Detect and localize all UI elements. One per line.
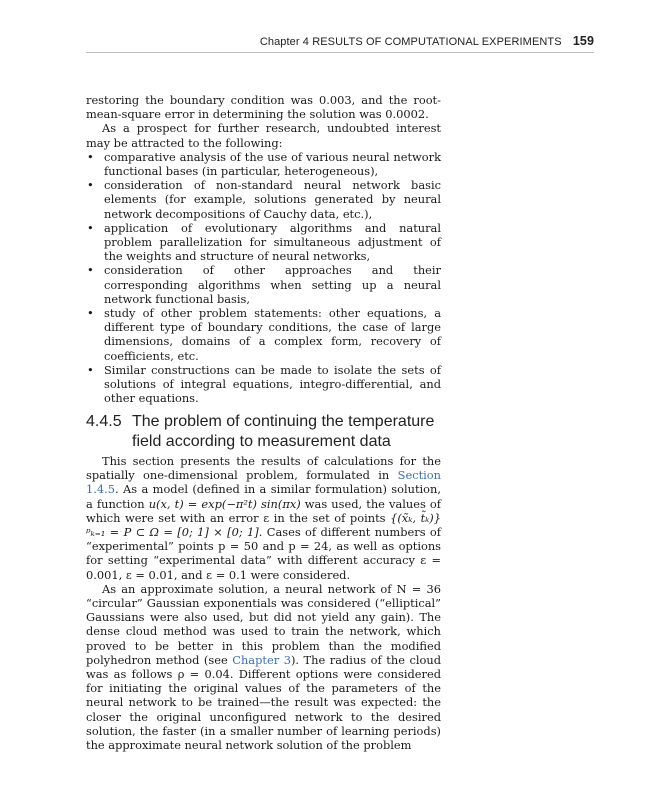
paragraph-2 [86, 582, 441, 752]
research-prospects-list [86, 150, 441, 406]
section-number: 4.4.5 [86, 413, 122, 430]
chapter-label: Chapter 4 [259, 36, 310, 48]
list-item: • application of evolutionary algorithms and natural problem parallelization for simultaneous adjustment of the weights and structure of neural networks, [86, 221, 441, 264]
section-1-4-5-link[interactable]: Section 1.4.5 [86, 468, 441, 497]
prospect-paragraph: As a prospect for further research, undoubted interest may be attracted to the following: [86, 121, 441, 150]
list-item: • consideration of other approaches and their corresponding algorithms when setting up a neural network functional basis, [86, 263, 441, 306]
points-set-formula: {(x̃ₖ, t̃ₖ)}ᵖₖ₌₁ = P ⊂ Ω = [0; 1] × [0; 1] [86, 510, 441, 540]
continuation-paragraph: restoring the boundary condition was 0.003, and the root-mean-square error in determining the solution was 0.0002. [86, 93, 441, 122]
paragraph-1 [86, 454, 441, 582]
chapter-title: RESULTS OF COMPUTATIONAL EXPERIMENTS [312, 36, 562, 48]
text-run: . As a model (defined in a similar formulation) solution, a function [86, 482, 441, 511]
text-run: was used, the values of which were set with an error ε in the set of points [86, 496, 441, 525]
header-rule [86, 52, 594, 53]
intro-text [86, 93, 441, 405]
list-item: • comparative analysis of the use of various neural network functional bases (in particular, heterogeneous), [86, 150, 441, 178]
running-header [86, 34, 594, 48]
text-run: This section presents the results of calculations for the spatially one-dimensional problem, formulated in [86, 454, 441, 483]
list-item: • study of other problem statements: other equations, a different type of boundary conditions, the case of large dimensions, domains of a complex form, recovery of coefficients, etc. [86, 306, 441, 363]
section-title: The problem of continuing the temperature field according to measurement data [132, 413, 435, 450]
text-run: . Cases of different numbers of “experimental” points p = 50 and p = 24, as well as options for setting “experimental data” with different accuracy ε = 0.001, ε = 0.01, and ε = 0.1 were considered. [86, 525, 441, 582]
model-solution-formula: u(x, t) = exp(−π²t) sin(πx) [148, 496, 301, 511]
text-run: ). The radius of the cloud was as follows ρ = 0.04. Different options were considered for initiating the original values of the parameters of the neural network to be trained—the result was expected: the closer the original unconfigured network to the desired solution, the faster (in a smaller number of learning periods) the approximate neural network solution of the problem [86, 652, 442, 753]
section-body [86, 454, 441, 752]
list-item: • Similar constructions can be made to isolate the sets of solutions of integral equations, integro-differential, and other equations. [86, 363, 441, 406]
text-run: As an approximate solution, a neural network of N = 36 “circular” Gaussian exponentials was considered (“elliptical” Gaussians were also used, but did not yield any gain). The dense cloud method was used to train the network, which proved to be better in this problem than the modified polyhedron method (see [86, 581, 441, 667]
page-number: 159 [572, 34, 594, 48]
chapter-3-link[interactable]: Chapter 3 [232, 652, 291, 667]
section-heading [86, 412, 456, 452]
list-item: • consideration of non-standard neural network basic elements (for example, solutions generated by neural network decompositions of Cauchy data, etc.), [86, 178, 441, 221]
